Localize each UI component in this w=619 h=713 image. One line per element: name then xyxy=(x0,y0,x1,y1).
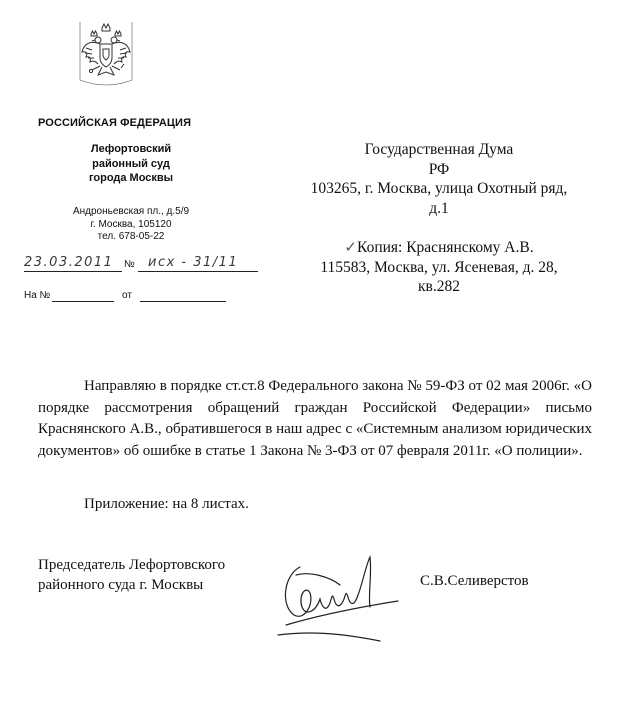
letter-body: Направляю в порядке ст.ст.8 Федерального закона № 59-ФЗ от 02 мая 2006г. «О порядке рассмотрения обращений граждан Российской Федерации» письмо Краснянского А.В., обратившегося в наш адрес с «Системным анализом юридических документов» об ошибке в статье 1 Закона № 3-ФЗ от 07 февраля 2011г. «О полиции». xyxy=(38,378,592,459)
handwritten-signature xyxy=(270,545,420,645)
recipient-line: 103265, г. Москва, улица Охотный ряд, xyxy=(310,180,568,197)
coat-of-arms-icon xyxy=(78,22,134,86)
incoming-number-line xyxy=(52,301,114,302)
handwritten-date: 23.03.2011 xyxy=(24,255,114,270)
signatory-name: С.В.Селиверстов xyxy=(420,573,529,589)
incoming-from-line xyxy=(140,301,226,302)
signatory-title-line: районного суда г. Москвы xyxy=(38,576,204,593)
court-line: Лефортовский xyxy=(90,143,172,155)
copy-block xyxy=(270,238,608,297)
attachment-note: Приложение: на 8 листах. xyxy=(84,496,249,512)
recipient-block xyxy=(270,140,608,218)
copy-line: 115583, Москва, ул. Ясеневая, д. 28, xyxy=(320,258,558,276)
incoming-reference xyxy=(24,290,264,306)
checkmark-icon: ✓ xyxy=(344,238,357,256)
country-name: РОССИЙСКАЯ ФЕДЕРАЦИЯ xyxy=(38,117,192,129)
signatory-title-line: Председатель Лефортовского xyxy=(38,557,226,573)
handwritten-number: исх - 31/11 xyxy=(148,255,239,270)
recipient-line: РФ xyxy=(428,160,450,178)
court-address xyxy=(38,206,224,244)
date-line xyxy=(24,271,122,272)
outgoing-reference xyxy=(24,253,264,279)
address-line: г. Москва, 105120 xyxy=(90,218,172,230)
signatory-title xyxy=(38,556,225,595)
incoming-number-label: На № xyxy=(24,290,51,301)
number-label: № xyxy=(124,259,135,270)
copy-line: кв.282 xyxy=(418,278,460,295)
incoming-from-label: от xyxy=(122,290,132,301)
recipient-line: д.1 xyxy=(429,199,449,217)
copy-line: Копия: Краснянскому А.В. xyxy=(357,239,534,256)
address-line: тел. 678-05-22 xyxy=(97,231,165,242)
court-name xyxy=(38,142,224,186)
court-line: города Москвы xyxy=(88,172,174,184)
address-line: Андроньевская пл., д.5/9 xyxy=(72,206,190,217)
recipient-line: Государственная Дума xyxy=(364,141,514,158)
court-line: районный суд xyxy=(92,157,170,170)
number-line xyxy=(138,271,258,272)
